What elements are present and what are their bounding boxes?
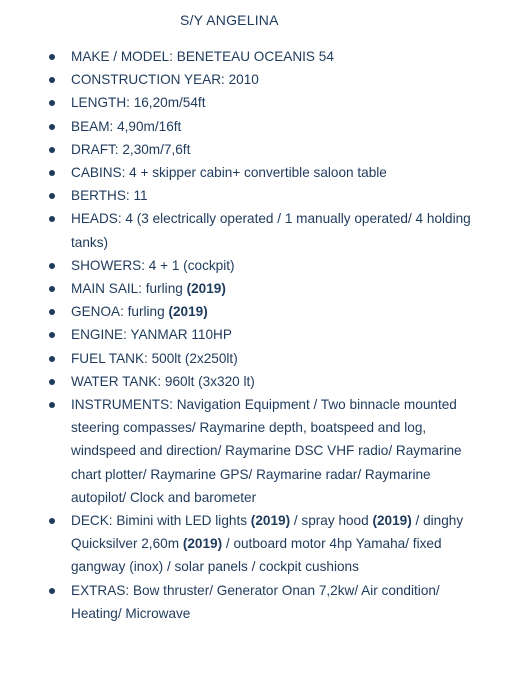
bullet-icon (49, 356, 55, 362)
bullet-icon (49, 147, 55, 153)
bullet-icon (49, 286, 55, 292)
bullet-icon (49, 77, 55, 83)
bullet-icon (49, 402, 55, 408)
spec-item-deck: DECK: Bimini with LED lights (2019) / spray hood (2019) / dinghy Quicksilver 2,60m (2019) / outboard motor 4hp Yamaha/ fixed gangway (inox) / solar panels / cockpit cushions (0, 509, 517, 579)
bullet-icon (49, 379, 55, 385)
bullet-icon (49, 518, 55, 524)
spec-item-water-tank: WATER TANK: 960lt (3x320 lt) (0, 370, 517, 393)
spec-item-main-sail: MAIN SAIL: furling (2019) (0, 277, 517, 300)
spec-list (0, 45, 517, 625)
bullet-icon (49, 263, 55, 269)
bullet-icon (49, 170, 55, 176)
spec-item-instruments: INSTRUMENTS: Navigation Equipment / Two binnacle mounted steering compasses/ Raymarine depth, boatspeed and log, windspeed and direction/ Raymarine DSC VHF radio/ Raymarine chart plotter/ Raymarine GPS/ Raymarine radar/ Raymarine autopilot/ Clock and barometer (0, 393, 517, 509)
spec-item-fuel-tank: FUEL TANK: 500lt (2x250lt) (0, 347, 517, 370)
spec-item-extras: EXTRAS: Bow thruster/ Generator Onan 7,2kw/ Air condition/ Heating/ Microwave (0, 579, 517, 625)
spec-item-cabins: CABINS: 4 + skipper cabin+ convertible saloon table (0, 161, 517, 184)
spec-item-showers: SHOWERS: 4 + 1 (cockpit) (0, 254, 517, 277)
document-title: S/Y ANGELINA (180, 12, 279, 28)
spec-item-heads: HEADS: 4 (3 electrically operated / 1 manually operated/ 4 holding tanks) (0, 207, 517, 253)
bullet-icon (49, 309, 55, 315)
bullet-icon (49, 193, 55, 199)
bullet-icon (49, 588, 55, 594)
spec-item-engine: ENGINE: YANMAR 110HP (0, 323, 517, 346)
spec-item-beam: BEAM: 4,90m/16ft (0, 115, 517, 138)
spec-item-construction-year: CONSTRUCTION YEAR: 2010 (0, 68, 517, 91)
spec-item-make-model: MAKE / MODEL: BENETEAU OCEANIS 54 (0, 45, 517, 68)
bullet-icon (49, 100, 55, 106)
spec-item-genoa: GENOA: furling (2019) (0, 300, 517, 323)
bullet-icon (49, 332, 55, 338)
spec-item-draft: DRAFT: 2,30m/7,6ft (0, 138, 517, 161)
spec-item-length: LENGTH: 16,20m/54ft (0, 91, 517, 114)
bullet-icon (49, 216, 55, 222)
bullet-icon (49, 54, 55, 60)
bullet-icon (49, 124, 55, 130)
spec-item-berths: BERTHS: 11 (0, 184, 517, 207)
